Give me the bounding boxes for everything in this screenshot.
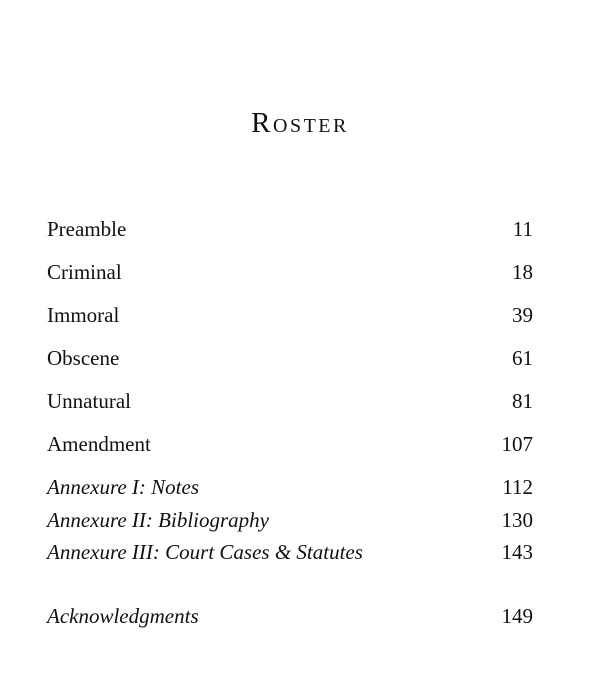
toc-entry-label: Unnatural xyxy=(47,389,131,413)
toc-entry-label: Obscene xyxy=(47,346,120,370)
toc-entry-page-number: 149 xyxy=(501,604,533,628)
toc-entry-page-number: 39 xyxy=(512,303,533,327)
toc-entry-page-number: 112 xyxy=(502,475,533,499)
toc-entry-page-number: 107 xyxy=(501,432,533,456)
toc-entry-criminal xyxy=(47,260,533,285)
toc-entry-page-number: 81 xyxy=(512,389,533,413)
toc-entry-label: Amendment xyxy=(47,432,151,456)
toc-entry-annexure-bibliography xyxy=(47,508,533,533)
toc-entry-page-number: 11 xyxy=(512,217,533,241)
toc-entry-label: Criminal xyxy=(47,260,122,284)
toc-entry-amendment xyxy=(47,432,533,457)
toc-entry-immoral xyxy=(47,303,533,328)
toc-entry-page-number: 130 xyxy=(501,508,533,532)
toc-entry-obscene xyxy=(47,346,533,371)
toc-entry-label: Preamble xyxy=(47,217,127,241)
page-title: Roster xyxy=(251,107,349,139)
toc-entry-label: Annexure III: Court Cases & Statutes xyxy=(47,540,363,564)
toc-entry-unnatural xyxy=(47,389,533,414)
toc-entry-label: Annexure II: Bibliography xyxy=(47,508,269,532)
toc-entry-preamble xyxy=(47,217,533,242)
toc-entry-label: Immoral xyxy=(47,303,120,327)
toc-entry-label: Acknowledgments xyxy=(47,604,199,628)
toc-entry-annexure-court-cases xyxy=(47,540,533,565)
toc-entry-page-number: 61 xyxy=(512,346,533,370)
toc-entry-label: Annexure I: Notes xyxy=(47,475,200,499)
toc-entry-annexure-notes xyxy=(47,475,533,500)
toc-entry-page-number: 143 xyxy=(501,540,533,564)
toc-entry-acknowledgments xyxy=(47,604,533,629)
toc-entry-page-number: 18 xyxy=(512,260,533,284)
